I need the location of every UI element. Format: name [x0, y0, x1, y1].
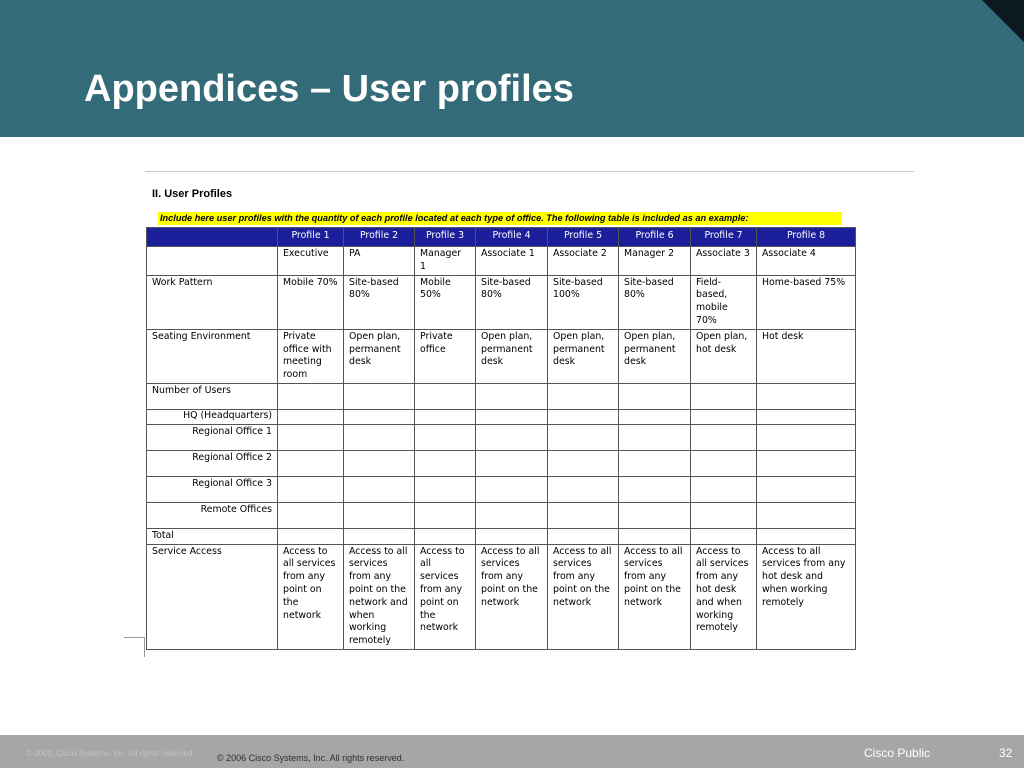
table-cell: Mobile 70%	[278, 275, 344, 329]
table-cell: Access to all services from any point on the network	[619, 544, 691, 649]
table-cell	[344, 476, 415, 502]
table-cell: Executive	[278, 247, 344, 276]
header-cell: Profile 4	[476, 228, 548, 247]
slide-title: Appendices – User profiles	[84, 68, 574, 110]
header-cell: Profile 1	[278, 228, 344, 247]
table-cell	[691, 450, 757, 476]
header-cell: Profile 6	[619, 228, 691, 247]
row-label: Service Access	[147, 544, 278, 649]
table-cell: Access to all services from any point on the network	[415, 544, 476, 649]
table-cell	[619, 424, 691, 450]
crop-mark-vertical	[144, 637, 145, 657]
table-cell	[278, 424, 344, 450]
table-cell: Open plan, permanent desk	[344, 329, 415, 383]
table-cell	[757, 476, 856, 502]
row-label: Total	[147, 528, 278, 544]
table-cell	[476, 409, 548, 424]
footer-classification: Cisco Public	[864, 746, 931, 760]
table-cell	[476, 502, 548, 528]
user-profiles-table	[146, 227, 856, 650]
highlight-note: Include here user profiles with the quantity of each profile located at each type of office. The following table is included as an example:	[158, 212, 842, 225]
table-cell: Access to all services from any hot desk and when working remotely	[757, 544, 856, 649]
table-cell	[691, 528, 757, 544]
table-cell	[619, 528, 691, 544]
table-cell: Open plan, permanent desk	[548, 329, 619, 383]
table-cell	[691, 424, 757, 450]
table-cell: Associate 4	[757, 247, 856, 276]
table-body	[147, 247, 856, 650]
table-cell: Site-based 80%	[344, 275, 415, 329]
header-cell: Profile 5	[548, 228, 619, 247]
table-cell	[344, 383, 415, 409]
table-cell: Associate 2	[548, 247, 619, 276]
table-cell: Access to all services from any point on the network	[278, 544, 344, 649]
table-cell	[415, 502, 476, 528]
table-cell	[278, 476, 344, 502]
header-cell: Profile 3	[415, 228, 476, 247]
table-cell	[415, 409, 476, 424]
table-row	[147, 424, 856, 450]
table-cell: Access to all services from any point on the network	[476, 544, 548, 649]
row-label	[147, 247, 278, 276]
table-cell	[344, 409, 415, 424]
section-heading: II. User Profiles	[152, 188, 233, 200]
table-cell	[691, 502, 757, 528]
table-cell	[757, 409, 856, 424]
table-cell: Mobile 50%	[415, 275, 476, 329]
table-cell	[619, 502, 691, 528]
table-cell	[619, 409, 691, 424]
table-cell	[278, 383, 344, 409]
header-cell: Profile 8	[757, 228, 856, 247]
row-label: Regional Office 1	[147, 424, 278, 450]
table-cell	[278, 528, 344, 544]
table-row	[147, 450, 856, 476]
table-cell: Open plan, permanent desk	[476, 329, 548, 383]
table-row	[147, 476, 856, 502]
table-cell	[344, 424, 415, 450]
table-cell	[415, 476, 476, 502]
table-cell	[619, 476, 691, 502]
table-cell: Open plan, hot desk	[691, 329, 757, 383]
table-cell	[757, 424, 856, 450]
table-header-row	[147, 228, 856, 247]
table-cell: Private office with meeting room	[278, 329, 344, 383]
table-cell	[691, 476, 757, 502]
table-cell	[548, 424, 619, 450]
row-label: Remote Offices	[147, 502, 278, 528]
table-cell	[619, 450, 691, 476]
table-cell	[548, 383, 619, 409]
header-cell: Profile 2	[344, 228, 415, 247]
table-cell	[476, 528, 548, 544]
table-cell: Hot desk	[757, 329, 856, 383]
table-cell	[548, 528, 619, 544]
table-cell	[278, 409, 344, 424]
table-row	[147, 383, 856, 409]
row-label: Regional Office 3	[147, 476, 278, 502]
footer-copyright: © 2006 Cisco Systems, Inc. All rights reserved.	[217, 753, 405, 763]
table-cell: Private office	[415, 329, 476, 383]
table-cell	[691, 383, 757, 409]
document-top-rule	[145, 171, 914, 172]
table-row	[147, 329, 856, 383]
table-row	[147, 275, 856, 329]
table-cell	[415, 528, 476, 544]
table-cell: Site-based 100%	[548, 275, 619, 329]
table-cell	[344, 502, 415, 528]
table-cell	[415, 424, 476, 450]
table-cell: Associate 1	[476, 247, 548, 276]
table-cell: Home-based 75%	[757, 275, 856, 329]
page-number: 32	[999, 746, 1013, 760]
table-cell: Access to all services from any point on the network	[548, 544, 619, 649]
table-cell	[548, 476, 619, 502]
table-cell	[278, 450, 344, 476]
table-cell	[415, 383, 476, 409]
table-cell	[476, 383, 548, 409]
crop-mark-horizontal	[124, 637, 144, 638]
table-cell	[476, 476, 548, 502]
header-cell: Profile 7	[691, 228, 757, 247]
table-cell: Associate 3	[691, 247, 757, 276]
table-cell	[757, 502, 856, 528]
header-cell-blank	[147, 228, 278, 247]
corner-fold-decoration	[982, 0, 1024, 42]
table-cell	[548, 409, 619, 424]
row-label: Regional Office 2	[147, 450, 278, 476]
row-label: Work Pattern	[147, 275, 278, 329]
table-cell: Site-based 80%	[619, 275, 691, 329]
table-cell: Manager 1	[415, 247, 476, 276]
table-cell: PA	[344, 247, 415, 276]
row-label: Seating Environment	[147, 329, 278, 383]
table-cell	[757, 528, 856, 544]
footer-ghost-copyright: © 2003, Cisco Systems, Inc. All rights reserved.	[26, 749, 195, 758]
table-cell	[344, 528, 415, 544]
row-label: HQ (Headquarters)	[147, 409, 278, 424]
table-cell	[757, 383, 856, 409]
row-label: Number of Users	[147, 383, 278, 409]
table-cell	[476, 424, 548, 450]
table-row	[147, 247, 856, 276]
table-cell: Access to all services from any point on the network and when working remotely	[344, 544, 415, 649]
table-cell	[548, 450, 619, 476]
table-cell: Manager 2	[619, 247, 691, 276]
table-cell: Site-based 80%	[476, 275, 548, 329]
table-cell	[415, 450, 476, 476]
table-cell	[757, 450, 856, 476]
table-cell	[344, 450, 415, 476]
table-cell	[278, 502, 344, 528]
table-row	[147, 409, 856, 424]
table-row	[147, 544, 856, 649]
table-cell	[476, 450, 548, 476]
table-cell: Field-based, mobile 70%	[691, 275, 757, 329]
table-cell: Open plan, permanent desk	[619, 329, 691, 383]
table-row	[147, 528, 856, 544]
table-cell: Access to all services from any hot desk and when working remotely	[691, 544, 757, 649]
table-cell	[619, 383, 691, 409]
table-row	[147, 502, 856, 528]
table-cell	[691, 409, 757, 424]
table-cell	[548, 502, 619, 528]
